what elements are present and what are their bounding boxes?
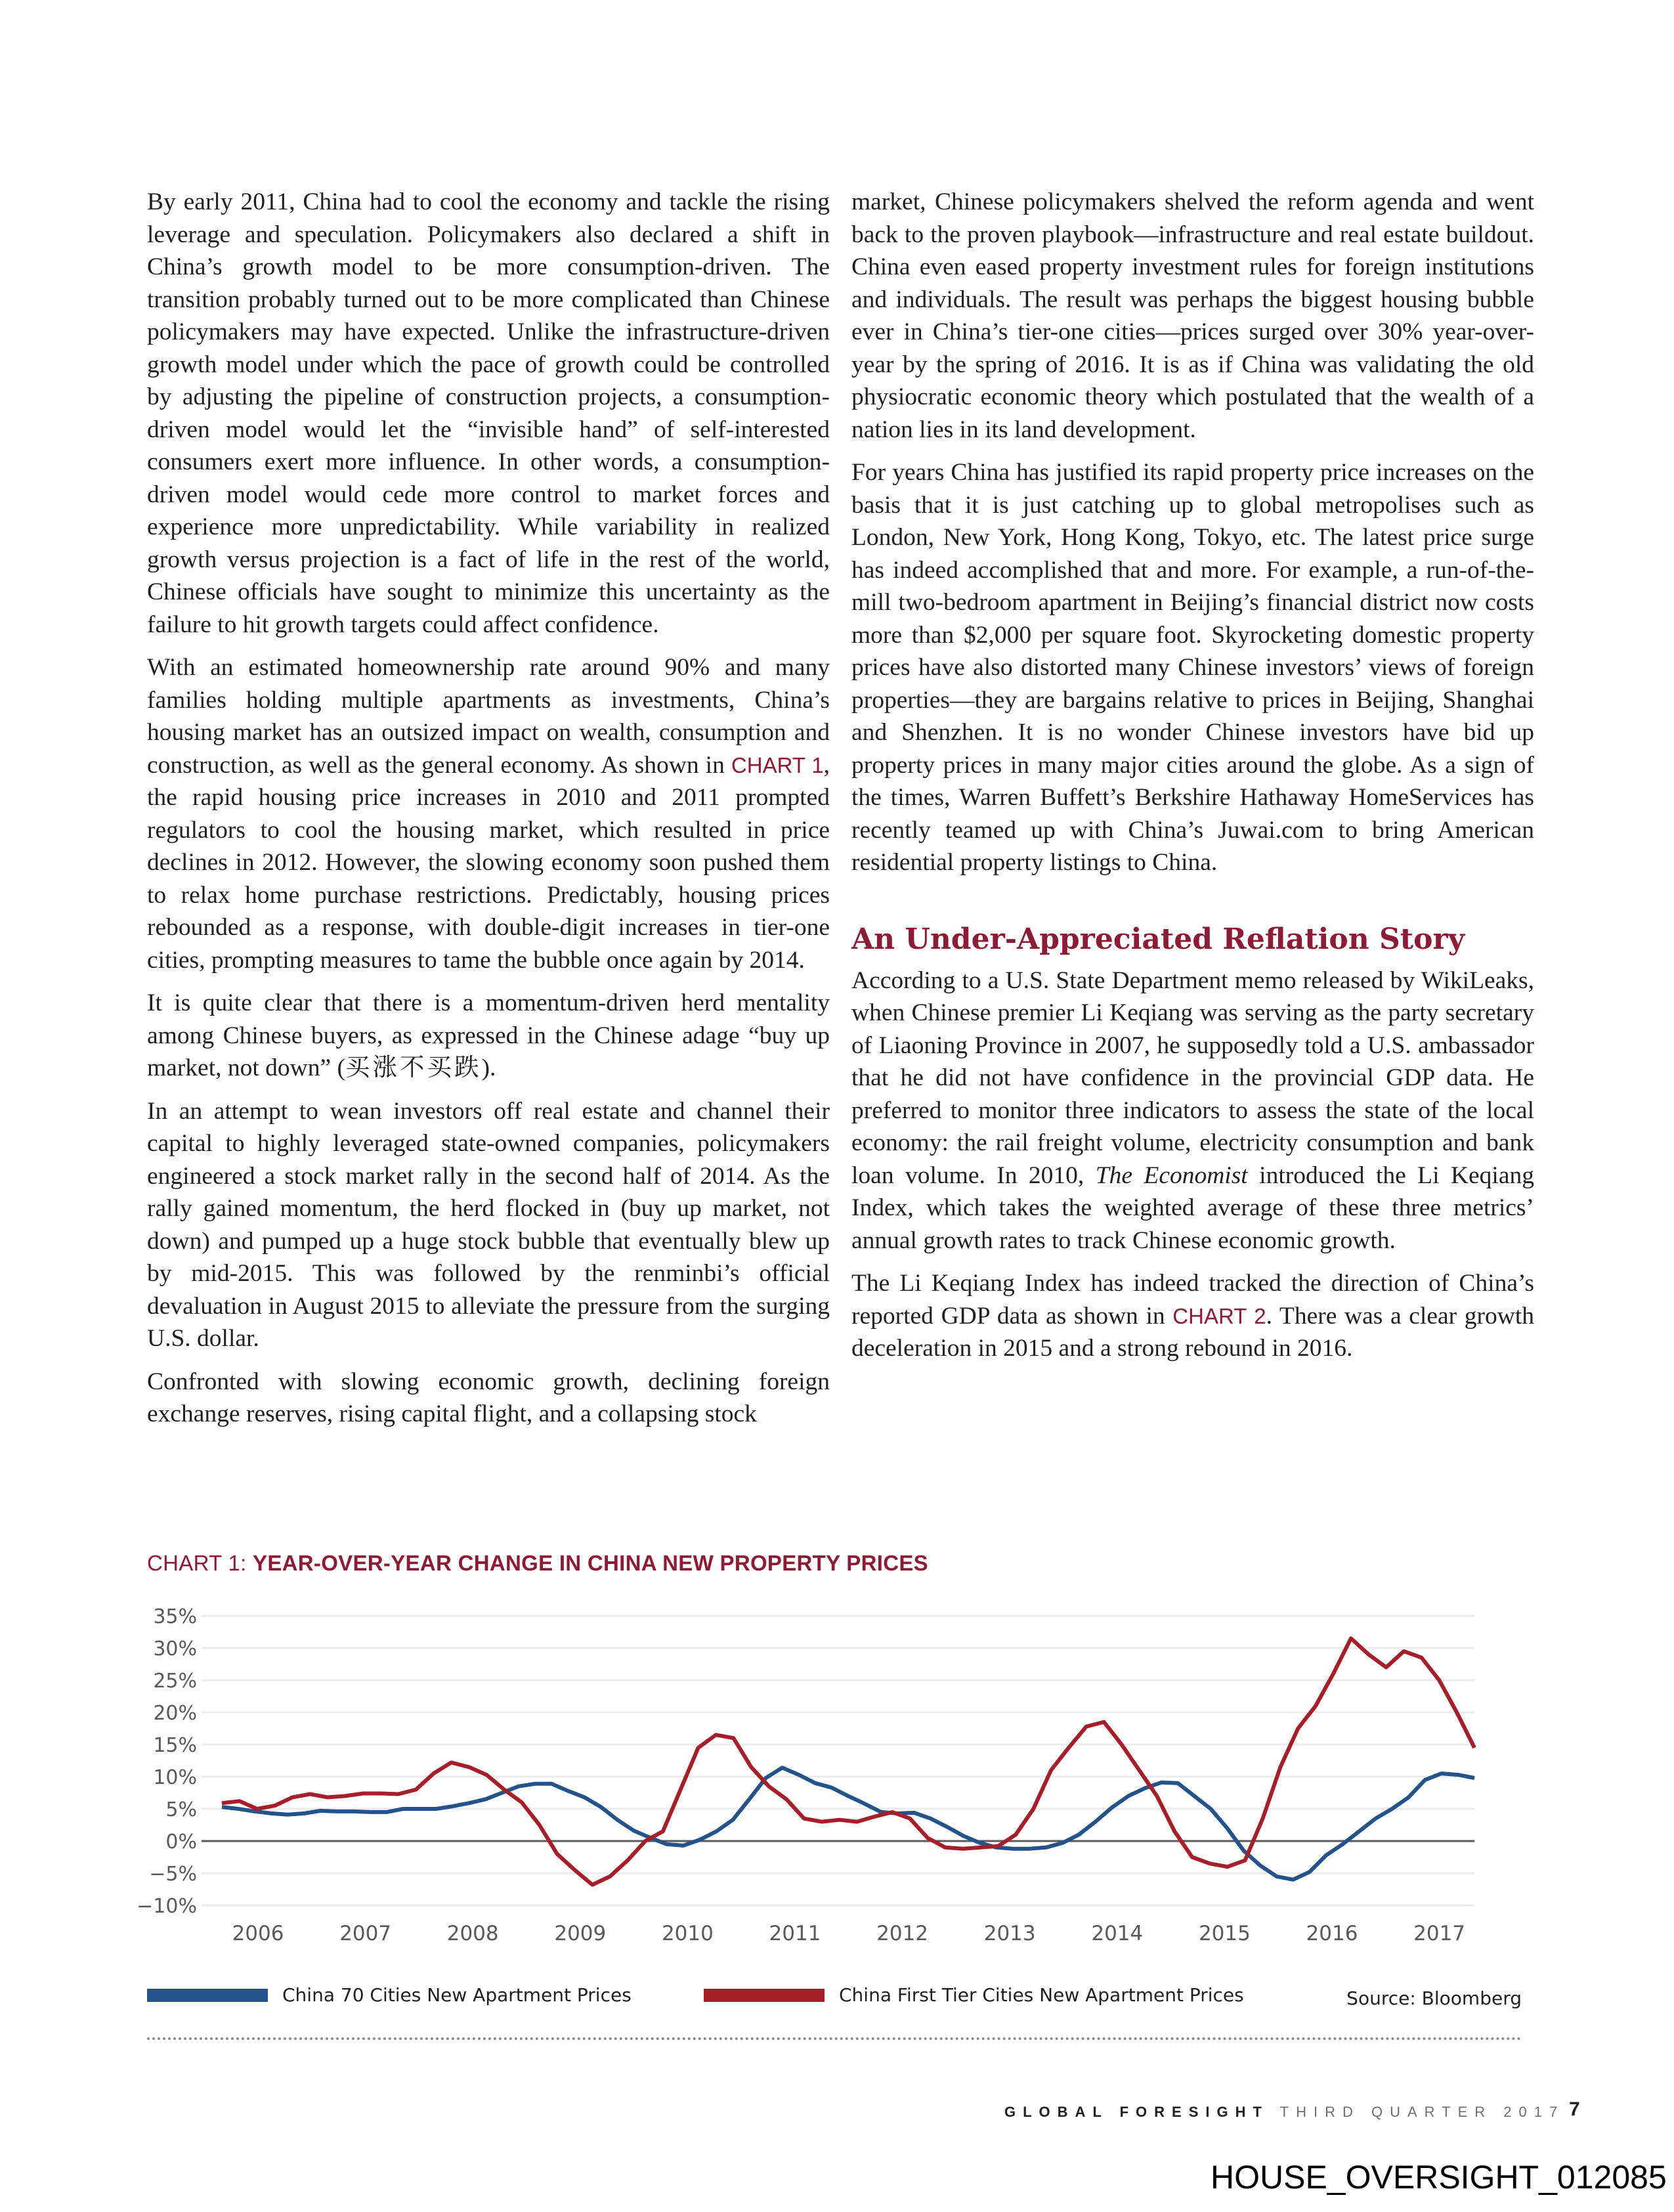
paragraph-text: The Li Keqiang Index has indeed tracked the direction of China’s reported GDP data as shown in [851, 1270, 1534, 1330]
y-tick-label: 5% [165, 1798, 197, 1821]
y-tick-label: 10% [153, 1766, 197, 1789]
x-tick-label: 2016 [1306, 1922, 1358, 1945]
x-axis-labels [232, 1922, 1466, 1945]
y-axis-labels [137, 1605, 197, 1918]
x-tick-label: 2010 [661, 1922, 714, 1945]
legend-swatch-red [704, 1989, 825, 2002]
x-tick-label: 2009 [554, 1922, 607, 1945]
series-line [222, 1767, 1474, 1880]
right-column [851, 186, 1534, 1376]
paragraph [147, 651, 830, 976]
x-tick-label: 2015 [1198, 1922, 1251, 1945]
y-tick-label: 35% [153, 1605, 197, 1628]
chart-title [147, 1551, 928, 1576]
legend-swatch-blue [147, 1989, 268, 2002]
x-tick-label: 2013 [983, 1922, 1036, 1945]
paragraph-text: introduced the Li Keqiang Index, which takes the weighted average of these three metrics’ annual growth rates to track Chinese economic growth. [851, 1161, 1534, 1254]
x-tick-label: 2011 [769, 1922, 821, 1945]
paragraph-text: . There was a clear growth deceleration in 2015 and a strong rebound in 2016. [851, 1302, 1535, 1362]
paragraph: For years China has justified its rapid property price increases on the basis that it is just catching up to global metropolises such as London, New York, Hong Kong, Tokyo, etc. The latest price surge has indeed accomplished that and more. For example, a run-of-the-mill two-bedroom apartment in Beijing’s financial district now costs more than $2,000 per square foot. Skyrocketing domestic property prices have also distorted many Chinese investors’ views of foreign properties—they are bargains relative to prices in Beijing, Shanghai and Shenzhen. It is no wonder Chinese investors have bid up property prices in many major cities around the globe. As a sign of the times, Warren Buffett’s Berkshire Hathaway HomeServices has recently teamed up with China’s Juwai.com to bring American residential property listings to China. [851, 459, 1534, 876]
chart-legend [147, 1984, 1522, 2013]
chart-1-reference-link[interactable]: CHART 1 [731, 752, 824, 777]
y-tick-label: 0% [165, 1831, 197, 1854]
x-tick-label: 2012 [876, 1922, 929, 1945]
bates-number: HOUSE_OVERSIGHT_012085 [1211, 2159, 1667, 2196]
legend-item-first-tier [704, 1984, 1244, 2006]
page-number: 7 [1569, 2098, 1580, 2120]
chart-source: Source: Bloomberg [1346, 1987, 1522, 2009]
y-tick-label: 20% [153, 1702, 197, 1725]
paragraph [147, 987, 830, 1085]
y-tick-label: −5% [149, 1863, 197, 1886]
paragraph-text: According to a U.S. State Department memo released by WikiLeaks, when Chinese premier Li Keqiang was serving as the party secretary of Liaoning Province in 2007, he supposedly told a U.S. ambassador that he did not have confidence in the provincial GDP data. He preferred to monitor three indicators to assess the state of the local economy: the rail freight volume, electricity consumption and bank loan volume. In 2010, [851, 966, 1534, 1189]
paragraph-text: With an estimated homeownership rate around 90% and many families holding multiple apartments as investments, China’s housing market has an outsized impact on wealth, consumption and construction, as well as the general economy. As shown in [147, 654, 830, 779]
left-column [147, 186, 830, 1441]
paragraph: By early 2011, China had to cool the economy and tackle the rising leverage and speculation. Policymakers also declared a shift in China’s growth model to be more consumption-driven. The transition probably turned out to be more complicated than Chinese policymakers may have expected. Unlike the infrastructure-driven growth model under which the pace of growth could be controlled by adjusting the pipeline of construction projects, a consumption-driven model would let the “invisible hand” of self-interested consumers exert more influence. In other words, a consumption-driven model would cede more control to market forces and experience more unpredictability. While variability in realized growth versus projection is a fact of life in the rest of the world, Chinese officials have sought to minimize this uncertainty as the failure to hit growth targets could affect confidence. [147, 188, 830, 638]
x-tick-label: 2008 [446, 1922, 499, 1945]
paragraph-text: It is quite clear that there is a momentum-driven herd mentality among Chinese buyers, as expressed in the Chinese adage “buy up market, not down” ( [147, 989, 830, 1081]
paragraph: market, Chinese policymakers shelved the reform agenda and went back to the proven playbook—infrastructure and real estate buildout. China even eased property investment rules for foreign institutions and individuals. The result was perhaps the biggest housing bubble ever in China’s tier-one cities—prices surged over 30% year-over-year by the spring of 2016. It is as if China was validating the old physiocratic economic theory which postulated that the wealth of a nation lies in its land development. [851, 188, 1534, 443]
x-tick-label: 2006 [232, 1922, 284, 1945]
x-tick-label: 2014 [1091, 1922, 1144, 1945]
section-heading: An Under-Appreciated Reflation Story [851, 922, 1465, 956]
series-line [222, 1638, 1474, 1884]
legend-item-70-cities [147, 1984, 632, 2006]
issue-label: THIRD QUARTER 2017 [1279, 2104, 1565, 2120]
legend-label: China First Tier Cities New Apartment Prices [839, 1984, 1244, 2006]
chart-gridlines [202, 1616, 1474, 1905]
y-tick-label: 30% [153, 1637, 197, 1660]
chinese-adage: 买涨不买跌 [345, 1054, 482, 1081]
x-tick-label: 2017 [1413, 1922, 1466, 1945]
publication-name: The Economist [1095, 1161, 1248, 1189]
y-tick-label: 15% [153, 1734, 197, 1757]
chart-series [222, 1638, 1474, 1884]
dotted-divider [147, 2037, 1522, 2040]
y-tick-label: 25% [153, 1670, 197, 1693]
paragraph: In an attempt to wean investors off real estate and channel their capital to highly leveraged state-owned companies, policymakers engineered a stock market rally in the second half of 2014. As the rally gained momentum, the herd flocked in (buy up market, not down) and pumped up a huge stock bubble that eventually blew up by mid-2015. This was followed by the renminbi’s official devaluation in August 2015 to alleviate the pressure from the surging U.S. dollar. [147, 1097, 830, 1352]
chart-number: CHART 1: [147, 1551, 253, 1575]
publication-title: GLOBAL FORESIGHT [1004, 2104, 1269, 2120]
chart-title-text: YEAR-OVER-YEAR CHANGE IN CHINA NEW PROPERTY PRICES [253, 1551, 928, 1575]
paragraph: Confronted with slowing economic growth, declining foreign exchange reserves, rising capital flight, and a collapsing stock [147, 1368, 830, 1427]
y-tick-label: −10% [137, 1895, 197, 1918]
paragraph [851, 965, 1534, 1257]
paragraph-text: ). [481, 1054, 496, 1081]
x-tick-label: 2007 [339, 1922, 392, 1945]
page-footer [1004, 2104, 1564, 2121]
chart-2-reference-link[interactable]: CHART 2 [1172, 1303, 1266, 1328]
paragraph [851, 1267, 1534, 1365]
legend-label: China 70 Cities New Apartment Prices [282, 1984, 632, 2006]
paragraph-text: , the rapid housing price increases in 2010 and 2011 prompted regulators to cool the housing market, which resulted in price declines in 2012. However, the slowing economy soon pushed them to relax home purchase restrictions. Predictably, housing prices rebounded as a response, with double-digit increases in tier-one cities, prompting measures to tame the bubble once again by 2014. [147, 751, 830, 974]
